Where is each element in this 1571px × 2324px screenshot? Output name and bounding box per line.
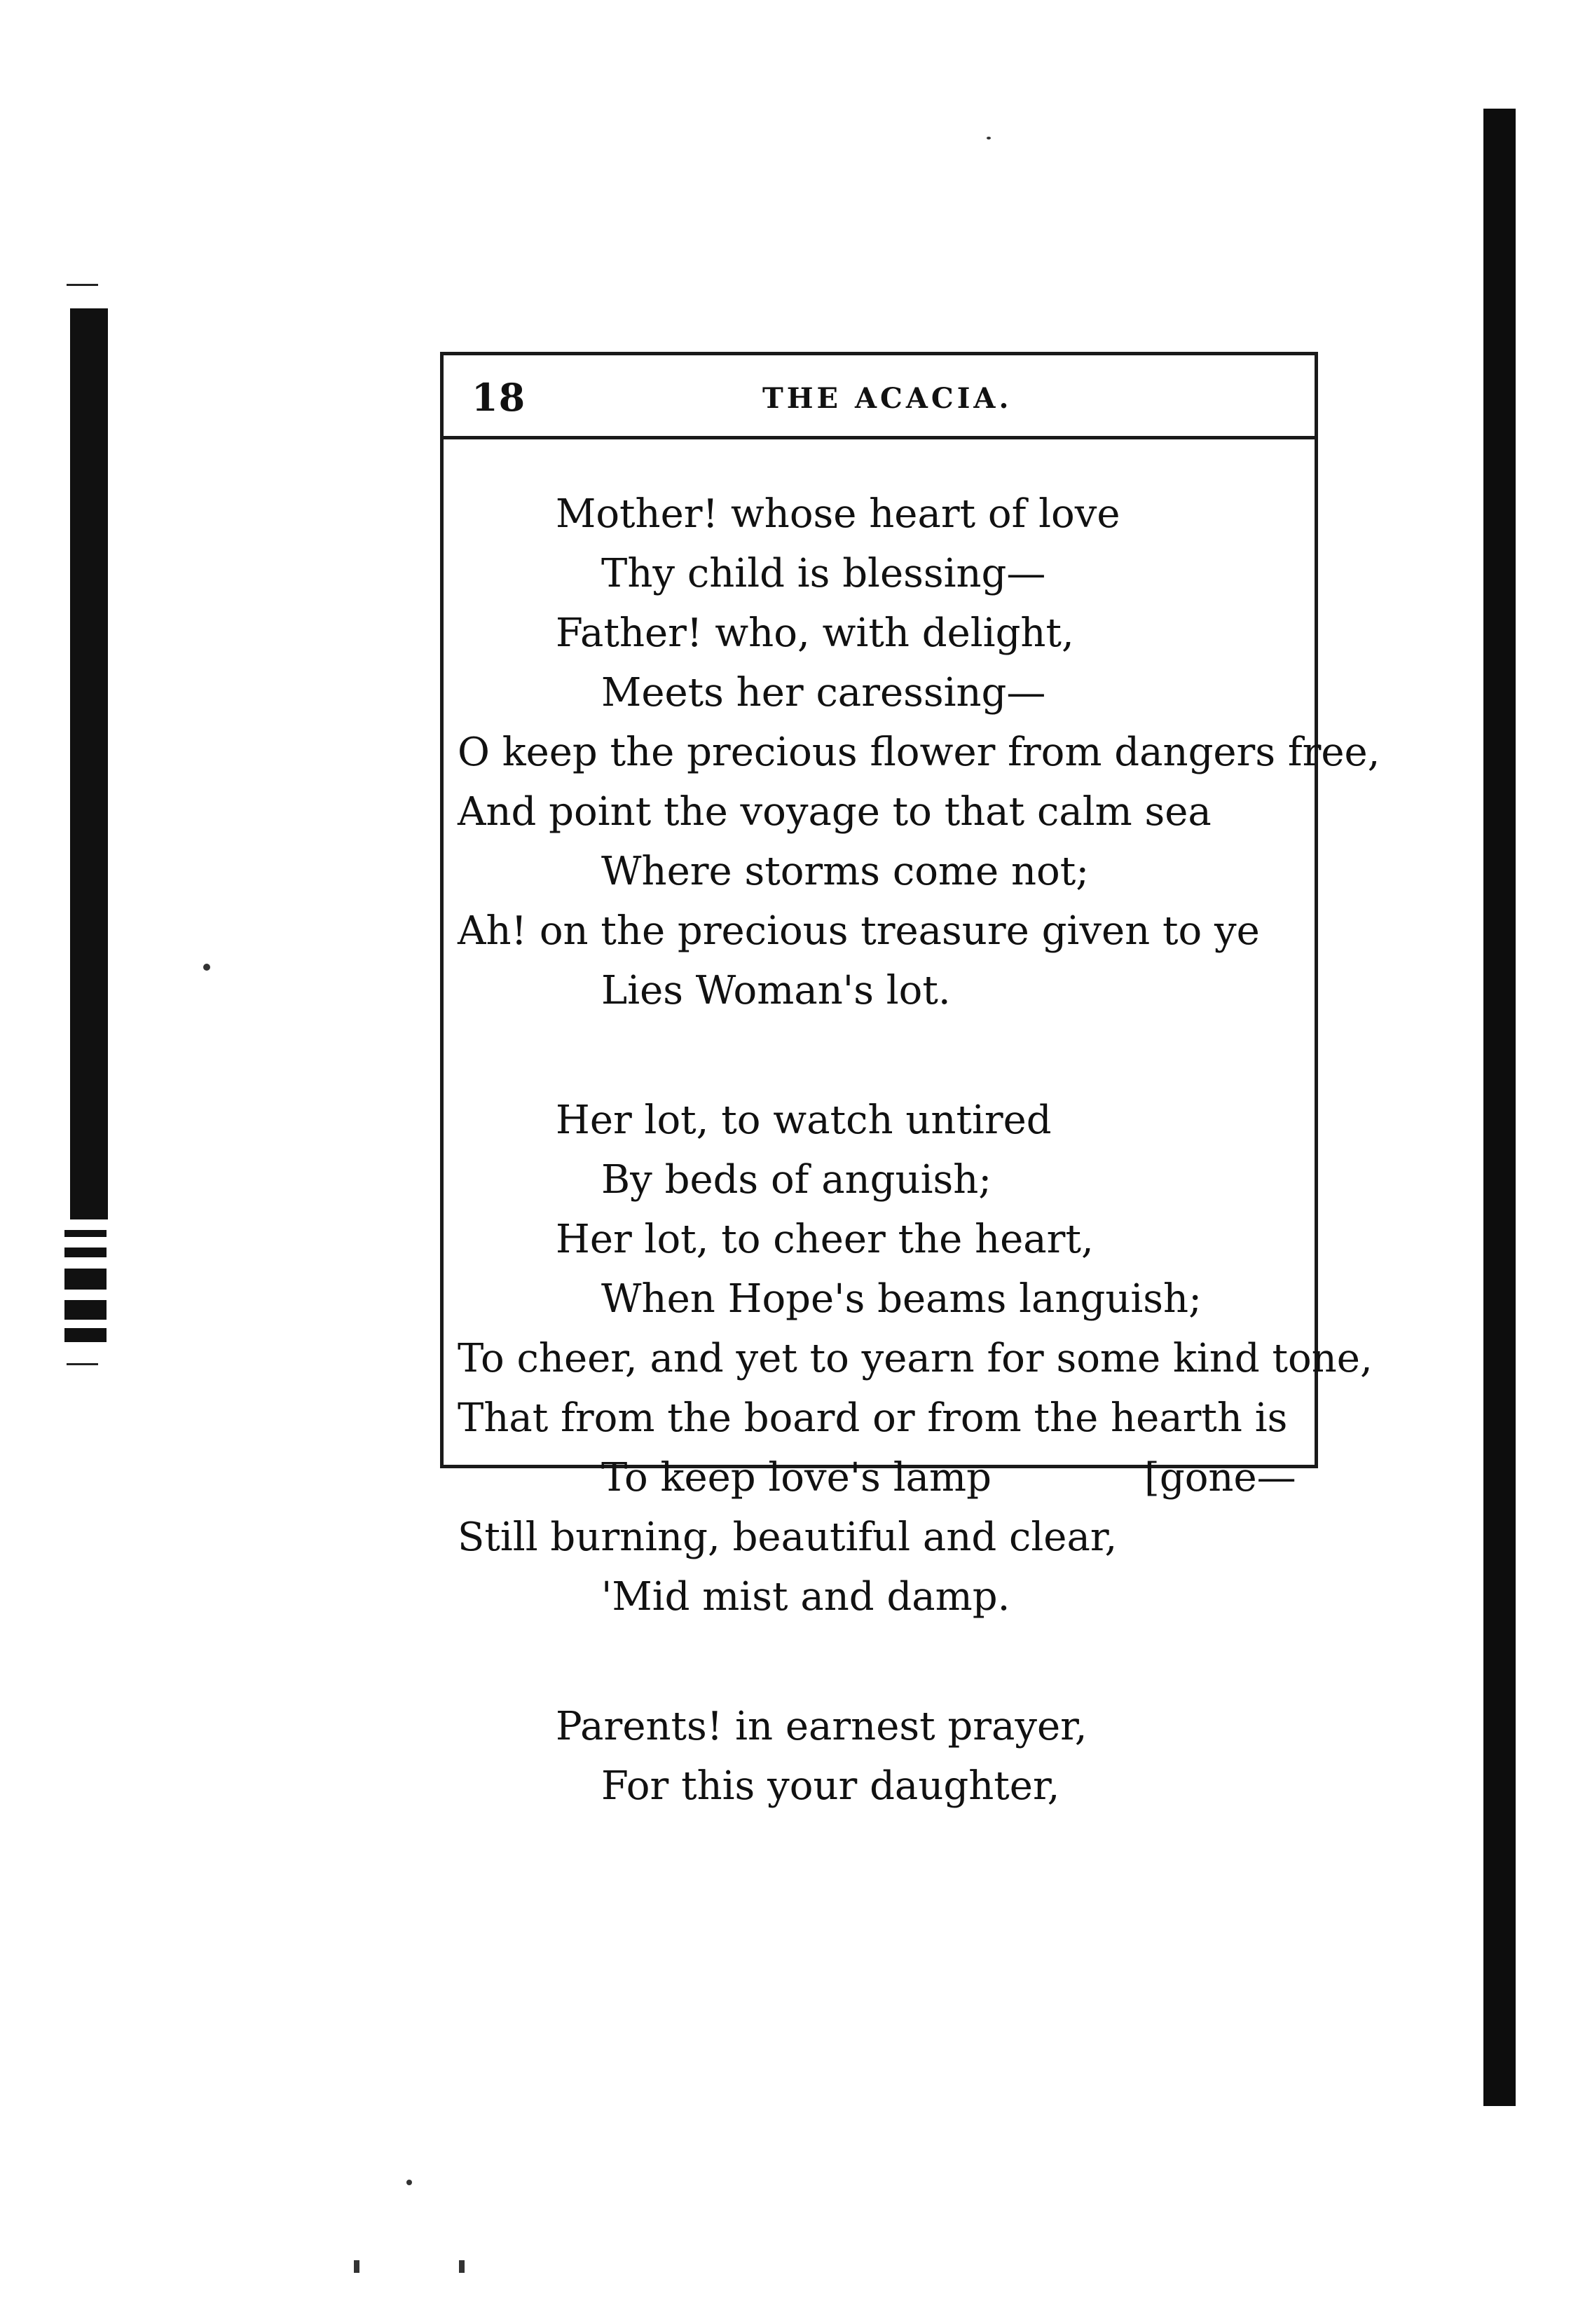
poem-line: To keep love's lamp (601, 1455, 992, 1501)
scan-speck (354, 2260, 359, 2273)
poem-line: When Hope's beams languish; (601, 1276, 1202, 1322)
poem-line: To cheer, and yet to yearn for some kind tone, (458, 1336, 1373, 1381)
poem-line: Her lot, to watch untired (556, 1098, 1052, 1143)
poem-line: Mother! whose heart of love (556, 491, 1120, 537)
poem-line: Where storms come not; (601, 849, 1090, 894)
scan-speck (406, 2180, 412, 2185)
poem-line: By beds of anguish; (601, 1157, 992, 1203)
poem-line: Ah! on the precious treasure given to ye (458, 908, 1260, 954)
poem-line: Lies Woman's lot. (601, 968, 951, 1013)
poem-line: For this your daughter, (601, 1763, 1060, 1809)
poem-turnover: [gone— (1144, 1455, 1296, 1501)
scan-mark (67, 284, 98, 286)
scan-edge-right (1483, 109, 1516, 2106)
poem-line: And point the voyage to that calm sea (458, 789, 1212, 835)
scan-mark (64, 1300, 107, 1320)
poem-line: Still burning, beautiful and clear, (458, 1515, 1118, 1560)
scan-mark (64, 1269, 107, 1290)
scan-speck (459, 2260, 465, 2273)
poem-line: Thy child is blessing— (601, 551, 1046, 596)
poem-line: Her lot, to cheer the heart, (556, 1217, 1094, 1262)
poem-line: Meets her caressing— (601, 670, 1046, 716)
poem-line: 'Mid mist and damp. (601, 1574, 1010, 1620)
scan-speck (203, 964, 210, 971)
page-number: 18 (472, 375, 526, 420)
scan-mark (64, 1328, 107, 1342)
scan-mark (67, 1363, 98, 1365)
scan-edge-left (70, 308, 108, 1219)
poem-line: O keep the precious flower from dangers free, (458, 730, 1380, 775)
scan-speck (987, 137, 991, 139)
running-title: THE ACACIA. (762, 382, 1013, 415)
poem-line: Parents! in earnest prayer, (556, 1704, 1088, 1749)
poem-line: That from the board or from the hearth is (458, 1395, 1288, 1441)
page-frame (440, 352, 1380, 1809)
poem-line: Father! who, with delight, (556, 610, 1074, 656)
scan-mark (64, 1230, 107, 1237)
scan-mark (64, 1248, 107, 1257)
poem-body (444, 355, 1380, 1809)
